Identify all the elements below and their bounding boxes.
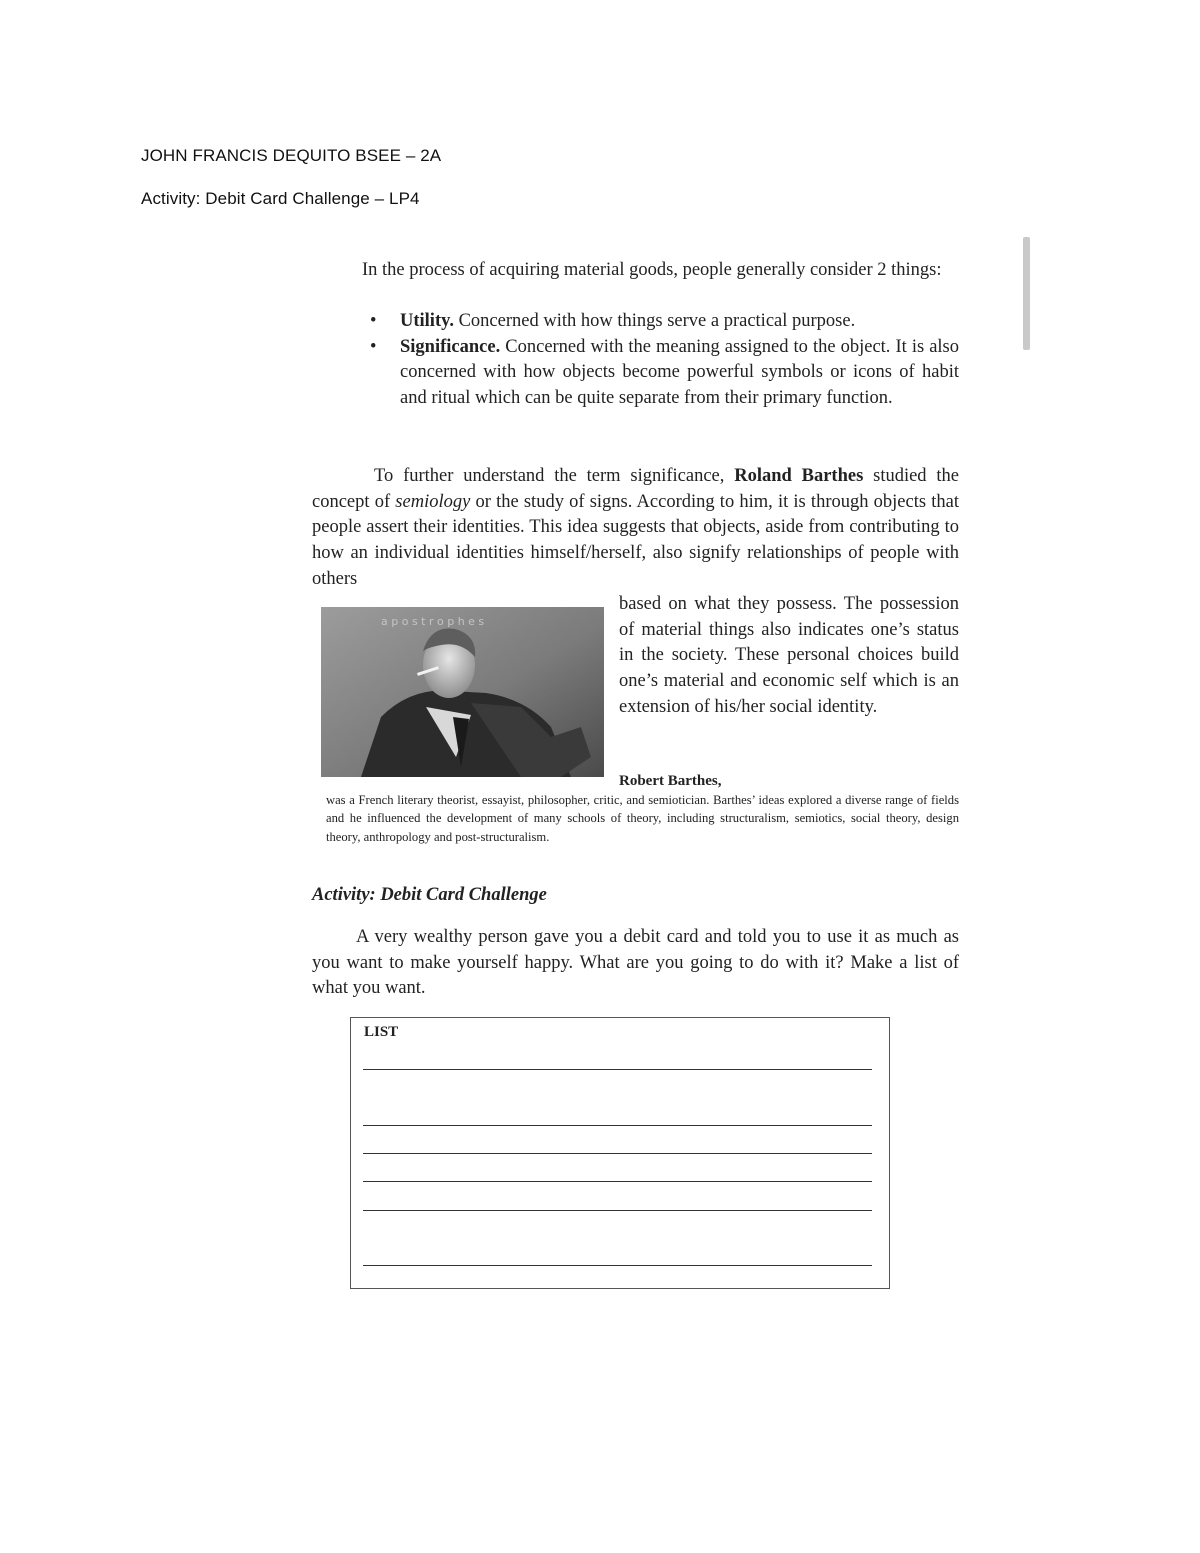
text-run: To further understand the term significance, [374,466,735,486]
bullet-marker: • [370,311,377,331]
bullet-significance [370,335,959,412]
list-line[interactable] [363,1069,872,1070]
list-line[interactable] [363,1153,872,1154]
semiology-term: semiology [395,491,471,512]
bullet-term: Significance. [400,336,501,357]
bullet-text: Concerned with the meaning assigned to the object. It is also concerned with how objects become powerful symbols or icons of habit and ritual which can be quite separate from their primary function. [400,336,959,409]
list-line[interactable] [363,1265,872,1266]
barthes-photo [321,607,604,777]
photo-caption [326,772,959,846]
intro-paragraph: In the process of acquiring material goods, people generally consider 2 things: [362,260,942,280]
text-run: or the study of signs. According to him, it is through objects that people assert their identities. This idea suggests that objects, aside from contributing to how an individual identities himself/herself, also signify relationships of people with others [312,491,959,589]
scrollbar[interactable] [1023,237,1030,350]
list-line[interactable] [363,1125,872,1126]
caption-name: Robert Barthes, [619,773,722,789]
text-run: studied the concept of [312,466,959,512]
significance-paragraph [312,464,959,593]
list-title: LIST [364,1024,399,1040]
list-line[interactable] [363,1210,872,1211]
caption-text: was a French literary theorist, essayist, philosopher, critic, and semiotician. Barthes’ ideas explored a diverse range of fields and he influenced the development of many schools of theory, including structuralism, semiotics, social theory, design theory, anthropology and post-structuralism. [326,792,959,844]
photo-backdrop-text: a p o s t r o p h e s [381,615,485,628]
list-line[interactable] [363,1181,872,1182]
bullet-utility [370,309,959,335]
bullet-text: Concerned with how things serve a practical purpose. [453,311,856,331]
list-box [350,1017,890,1289]
bullet-marker: • [370,336,377,357]
activity-instructions: A very wealthy person gave you a debit card and told you to use it as much as you want to make yourself happy. What are you going to do with it? Make a list of what you want. [312,927,959,999]
significance-paragraph-continued: based on what they possess. The possession of material things also indicates one’s status in the society. These personal choices build one’s material and economic self which is an extension of his/her social identity. [619,594,959,717]
student-name-header: JOHN FRANCIS DEQUITO BSEE – 2A [141,146,442,165]
considerations-list [370,309,959,412]
roland-barthes-name: Roland Barthes [734,466,864,486]
activity-title-header: Activity: Debit Card Challenge – LP4 [141,189,420,208]
activity-heading: Activity: Debit Card Challenge [312,885,547,905]
bullet-term: Utility. [400,311,454,331]
